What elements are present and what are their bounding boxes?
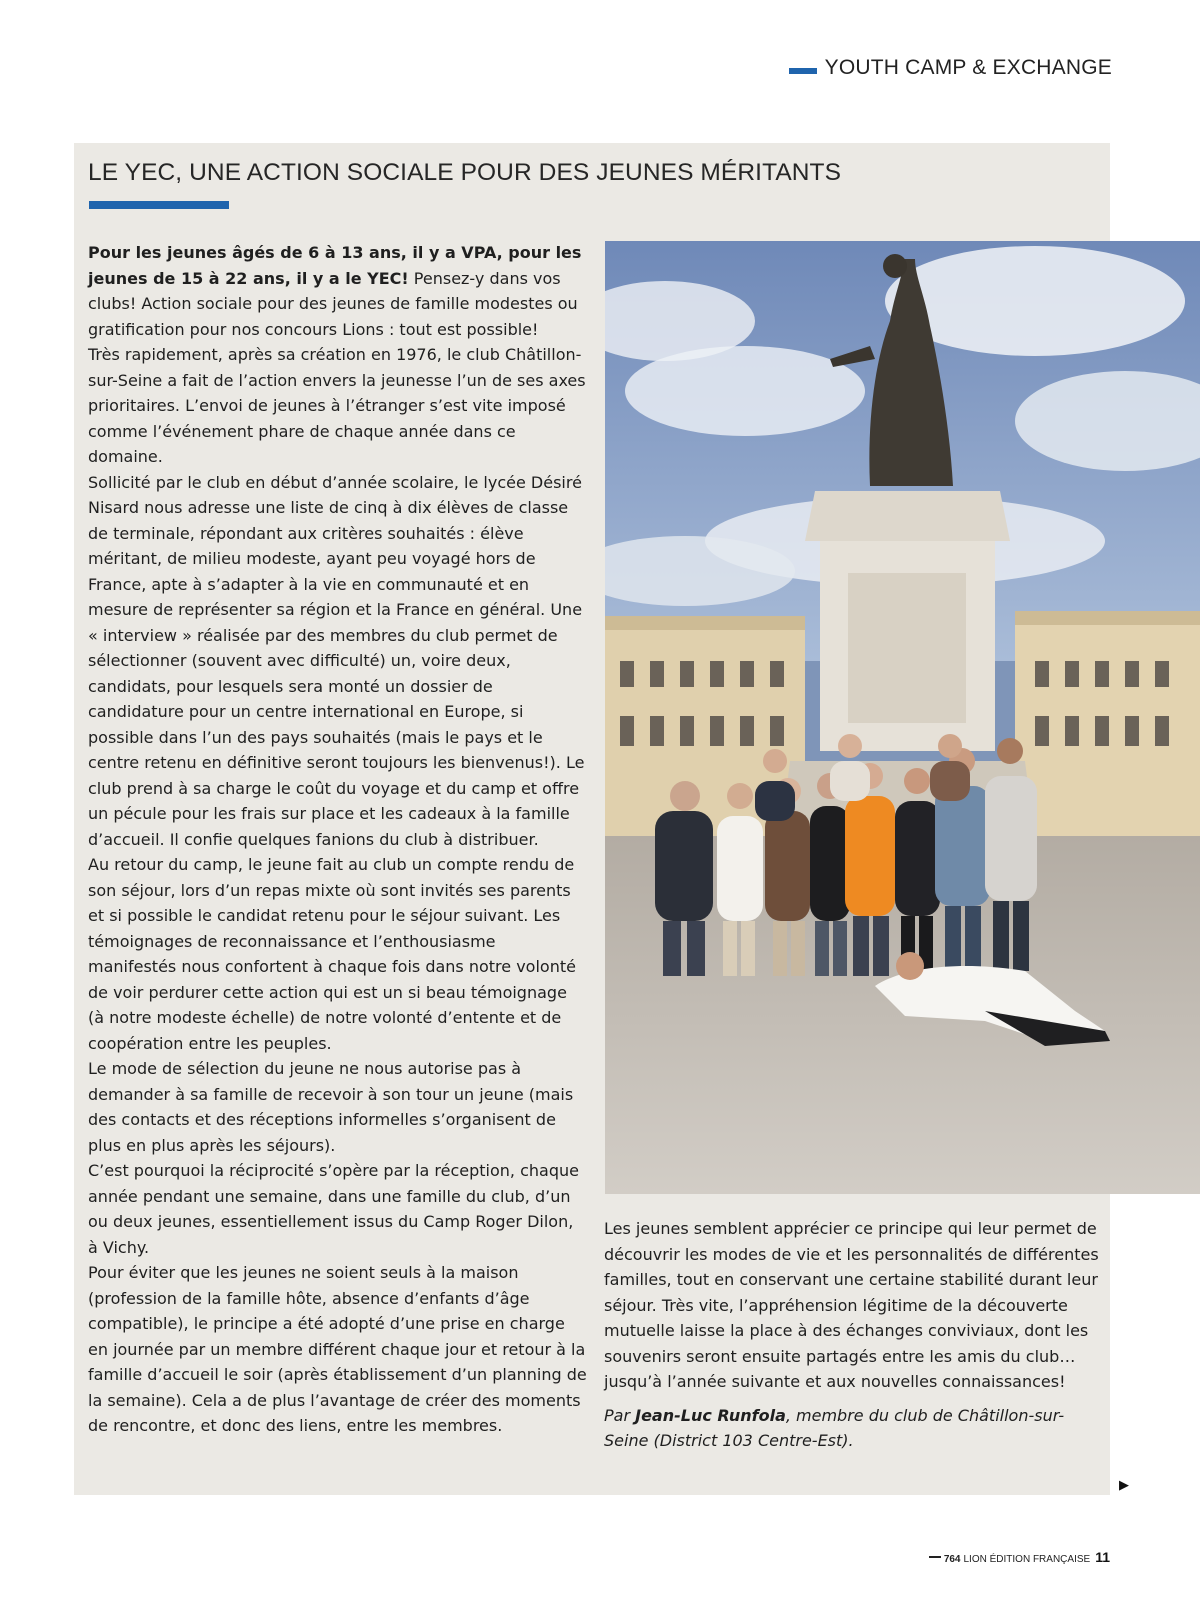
triangle-right-icon: ▶ [1119,1478,1129,1493]
section-accent-bar [789,68,817,74]
lead-paragraph [88,240,588,342]
issue-number: 764 [943,1554,961,1565]
group-photo [605,241,1200,1194]
byline-suffix: , membre du club de Châtillon-sur-Seine (District 103 Centre-Est). [604,1405,1065,1450]
body-paragraph: Le mode de sélection du jeune ne nous autorise pas à demander à sa famille de recevoir à son tour un jeune (mais des contacts et des réceptions informelles s’organisent de plus en plus après les séjours). [88,1059,574,1155]
lead-rest: Pensez-y dans vos clubs! Action sociale pour des jeunes de famille modestes ou gratification pour nos concours Lions : tout est possible! [88,268,578,339]
body-paragraph: Au retour du camp, le jeune fait au club un compte rendu de son séjour, lors d’un repas mixte où sont invités ses parents et si possible le candidat retenu pour le séjour suivant. Les témoignages de reconnaissance et l’enthousiasme manifestés nous confortent à chaque fois dans notre volonté de voir perdurer cette action qui est un si beau témoignage (à notre modeste échelle) de notre volonté d’entente et de coopération entre les peuples. [88,855,576,1053]
footer-dash [929,1556,941,1558]
title-underline [89,201,229,209]
article-title: LE YEC, UNE ACTION SOCIALE POUR DES JEUNES MÉRITANTS [88,159,842,186]
magazine-name: LION ÉDITION FRANÇAISE [963,1554,1091,1565]
closing-paragraph: Les jeunes semblent apprécier ce principe qui leur permet de découvrir les modes de vie et les personnalités de différentes familles, tout en conservant une certaine stabilité durant leur séjour. Très vite, l’appréhension légitime de la découverte mutuelle laisse la place à des échanges conviviaux, dont les souvenirs seront ensuite partagés entre les amis du club… jusqu’à l’année suivante et aux nouvelles connaissances! [604,1219,1099,1391]
body-paragraph: C’est pourquoi la réciprocité s’opère par la réception, chaque année pendant une semaine, dans une famille du club, d’un ou deux jeunes, essentiellement issus du Camp Roger Dilon, à Vichy. [88,1161,579,1257]
section-title: YOUTH CAMP & EXCHANGE [824,56,1112,79]
page-number: 11 [1095,1549,1110,1565]
byline [604,1403,1104,1454]
body-paragraph: Très rapidement, après sa création en 1976, le club Châtillon-sur-Seine a fait de l’action envers la jeunesse l’un de ses axes prioritaires. L’envoi de jeunes à l’étranger s’est vite imposé comme l’événement phare de chaque année dans ce domaine. [88,345,586,466]
body-paragraph: Sollicité par le club en début d’année scolaire, le lycée Désiré Nisard nous adresse une liste de cinq à dix élèves de classe de terminale, répondant aux critères souhaités : élève méritant, de milieu modeste, ayant peu voyagé hors de France, apte à s’adapter à la vie en communauté et en mesure de représenter sa région et la France en général. Une « interview » réalisée par des membres du club permet de sélectionner (souvent avec difficulté) un, voire deux, candidats, pour lesquels sera monté un dossier de candidature pour un centre international en Europe, si possible dans l’un des pays souhaités (mais le pays et le centre retenu en définitive seront toujours les bienvenus!). Le club prend à sa charge le coût du voyage et du camp et offre un pécule pour les frais sur place et les cadeaux à la famille d’accueil. Il confie quelques fanions du club à distribuer. [88,472,585,849]
lead-bold: Pour les jeunes âgés de 6 à 13 ans, il y a VPA, pour les jeunes de 15 à 22 ans, il y a le YEC! [88,243,582,288]
section-header [789,56,1112,80]
body-paragraph: Pour éviter que les jeunes ne soient seuls à la maison (profession de la famille hôte, absence d’enfants d’âge compatible), le principe a été adopté d’une prise en charge en journée par un membre différent chaque jour et retour à la famille d’accueil le soir (après établissement d’un planning de la semaine). Cela a de plus l’avantage de créer des moments de rencontre, et donc des liens, entre les membres. [88,1263,587,1435]
byline-author: Jean-Luc Runfola [635,1405,786,1425]
article-body [88,240,588,1439]
byline-prefix: Par [604,1405,636,1425]
page-footer [929,1549,1110,1565]
photo-caption-column [604,1216,1104,1454]
